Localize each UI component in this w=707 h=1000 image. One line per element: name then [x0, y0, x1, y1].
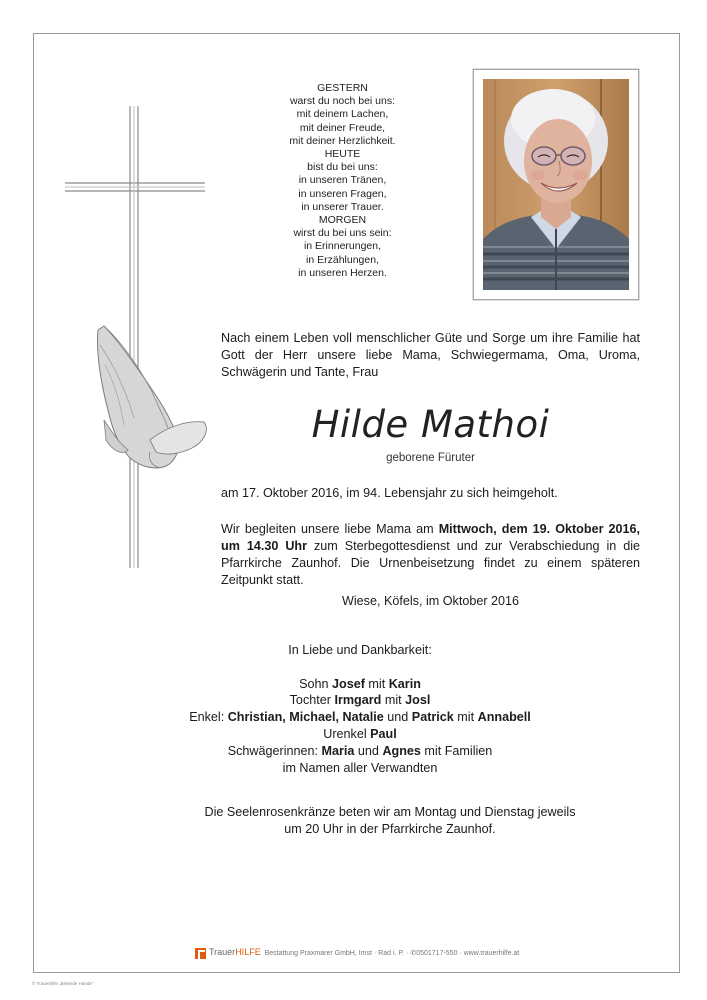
poem-line: mit deiner Herzlichkeit.: [289, 134, 396, 147]
connector: mit: [381, 693, 406, 708]
trauerhilfe-logo-icon: [195, 948, 206, 959]
portrait-photo: [483, 79, 629, 290]
mourners-list: [150, 642, 570, 776]
poem-line: wirst du bei uns sein:: [293, 227, 392, 240]
maiden-name: geborene Füruter: [386, 452, 475, 464]
connector: mit: [453, 710, 478, 725]
intro-text: Nach einem Leben voll menschlicher Güte und Sorge um ihre Familie hat Gott der Herr unsere liebe Mama, Schwiegermama, Oma, Uroma, Schwägerin und Tante, Frau: [221, 331, 640, 379]
mourner-daughter: [150, 692, 570, 709]
brand-name: Trauer: [209, 947, 236, 957]
footer-text: Bestattung Praxmarer GmbH, Imst · Rad i. P. · ✆0501717-550 · www.trauerhilfe.at: [264, 950, 520, 957]
praying-hands-icon: [97, 326, 206, 468]
portrait-frame: [473, 69, 639, 300]
copyright: © Trauerhilfe „Betende Hände": [32, 981, 94, 986]
mourner-relatives: im Namen aller Verwandten: [282, 760, 438, 775]
poem-line: in unseren Fragen,: [298, 187, 387, 200]
mourner-name: Josef: [332, 676, 365, 691]
funeral-info: [221, 521, 640, 589]
spacer: [150, 659, 570, 676]
place-date: Wiese, Köfels, im Oktober 2016: [341, 594, 520, 608]
mourner-name: Patrick: [411, 710, 454, 725]
mourner-sisters-in-law: [150, 743, 570, 760]
death-notice: am 17. Oktober 2016, im 94. Lebensjahr zu sich heimgeholt.: [221, 486, 558, 500]
connector: mit Familien: [420, 743, 493, 758]
mourner-name: Paul: [370, 726, 397, 741]
poem-line: mit deinem Lachen,: [296, 108, 389, 121]
brand-name-accent: HILFE: [235, 947, 261, 957]
poem-line: mit deiner Freude,: [299, 121, 386, 134]
mourner-name: Annabell: [477, 710, 531, 725]
mourner-name: Karin: [388, 676, 421, 691]
poem-line: in Erzählungen,: [306, 253, 379, 266]
poem-line: GESTERN: [317, 82, 368, 94]
relation-label: Enkel:: [189, 710, 228, 725]
mourner-name: Christian, Michael, Natalie: [227, 710, 384, 725]
funeral-date: Mittwoch, dem 19. Oktober 2016, um 14.30 Uhr: [221, 522, 641, 553]
connector: mit: [364, 676, 389, 691]
poem-line: MORGEN: [318, 214, 367, 227]
mourner-name: Maria: [321, 743, 355, 758]
poem-line: HEUTE: [324, 148, 361, 161]
funeral-text: zum Sterbegottesdienst und zur Verabschiedung in die Pfarrkirche Zaunhof. Die Urnenbeisetzung findet zu einem späteren Zeitpunkt statt.: [221, 539, 641, 587]
poem-line: bist du bei uns:: [307, 161, 378, 174]
poem: [250, 82, 435, 280]
connector: und: [383, 710, 412, 725]
relation-label: Tochter: [289, 693, 335, 708]
relation-label: Schwägerinnen:: [227, 743, 322, 758]
poem-line: in unserer Trauer.: [301, 200, 384, 213]
mourner-son: [150, 676, 570, 693]
poem-line: in unseren Tränen,: [298, 174, 387, 187]
footer: [195, 946, 519, 958]
deceased-name: Hilde Mathoi: [311, 403, 550, 446]
poem-line: in unseren Herzen.: [298, 266, 387, 279]
connector: und: [354, 743, 383, 758]
mourner-name: Irmgard: [334, 693, 382, 708]
relation-label: Urenkel: [323, 726, 371, 741]
mourner-great-grandchild: [150, 726, 570, 743]
relation-label: Sohn: [299, 676, 332, 691]
poem-line: in Erinnerungen,: [303, 240, 382, 253]
poem-line: warst du noch bei uns:: [289, 95, 396, 108]
mourner-grandchildren: [150, 709, 570, 726]
mourner-name: Agnes: [382, 743, 421, 758]
rosary-info: Die Seelenrosenkränze beten wir am Montag und Dienstag jeweils um 20 Uhr in der Pfarrkirche Zaunhof.: [204, 805, 576, 836]
funeral-text: Wir begleiten unsere liebe Mama am: [221, 522, 439, 536]
mourners-heading: In Liebe und Dankbarkeit:: [288, 643, 432, 657]
mourner-name: Josl: [405, 693, 431, 708]
